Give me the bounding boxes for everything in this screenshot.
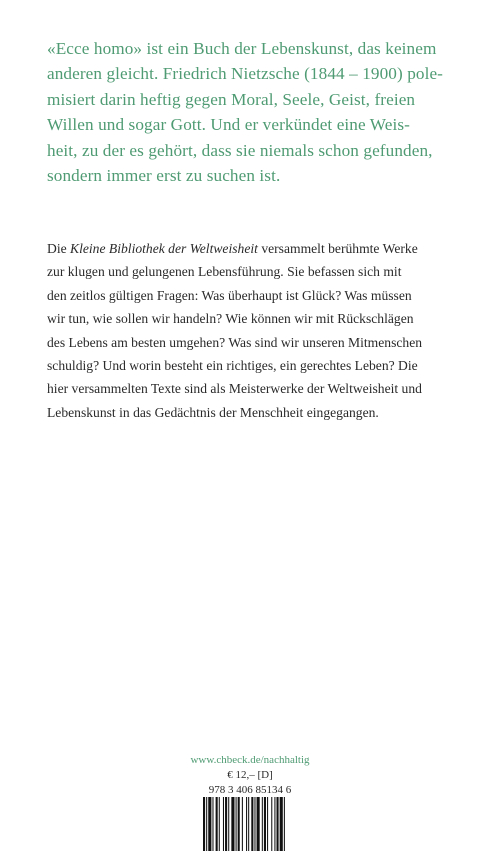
- barcode-bar: [208, 797, 211, 851]
- barcode-bar: [212, 797, 213, 851]
- series-line: Lebenskunst in das Gedächtnis der Menschheit eingegangen.: [47, 404, 379, 420]
- barcode-bar: [203, 797, 205, 851]
- series-line: hier versammelten Texte sind als Meisterwerke der Weltweisheit und: [47, 381, 422, 397]
- blurb-line: «Ecce homo» ist ein Buch der Lebenskunst, das keinem: [47, 39, 437, 58]
- isbn-label: 978 3 406 85134 6: [208, 784, 292, 796]
- series-description: [47, 237, 471, 424]
- barcode-bar: [228, 797, 229, 851]
- barcode-bar: [267, 797, 268, 851]
- blurb-line: heit, zu der es gehört, dass sie niemals schon gefunden,: [47, 140, 433, 160]
- barcode-bar: [271, 797, 272, 851]
- barcode-bar: [254, 797, 255, 851]
- barcode-bar: [257, 797, 260, 851]
- publisher-url-link[interactable]: www.chbeck.de/nachhaltig: [190, 754, 310, 766]
- barcode-bar: [262, 797, 263, 851]
- barcode-bar: [219, 797, 220, 851]
- barcode-bar: [223, 797, 224, 851]
- publisher-footer: [150, 753, 350, 798]
- blurb-line: Willen und sogar Gott. Und er verkündet eine Weis-: [47, 115, 410, 135]
- series-line: des Lebens am besten umgehen? Was sind wir unseren Mitmenschen: [47, 334, 423, 350]
- price-label: € 12,– [D]: [227, 769, 273, 781]
- barcode-bar: [236, 797, 237, 851]
- barcode-bar: [231, 797, 234, 851]
- series-line: schuldig? Und worin besteht ein richtiges, ein gerechtes Leben? Die: [47, 358, 418, 374]
- blurb-line: misiert darin heftig gegen Moral, Seele, Geist, freien: [47, 89, 416, 109]
- series-line: zur klugen und gelungenen Lebensführung. Sie befassen sich mit: [47, 264, 402, 280]
- series-line-first: [47, 237, 471, 260]
- barcode-bar: [206, 797, 207, 851]
- barcode-bar: [246, 797, 247, 851]
- barcode-bar: [251, 797, 253, 851]
- barcode-bar: [274, 797, 275, 851]
- blurb-line: anderen gleicht. Friedrich Nietzsche (1844 – 1900) pole-: [47, 64, 444, 84]
- barcode-bar: [225, 797, 227, 851]
- barcode-bar: [216, 797, 218, 851]
- series-line: den zeitlos gültigen Fragen: Was überhaupt ist Glück? Was müssen: [47, 287, 412, 303]
- back-cover-blurb: [47, 36, 471, 188]
- series-prefix: Die: [47, 241, 71, 256]
- barcode-bar: [242, 797, 243, 851]
- barcode-bar: [248, 797, 249, 851]
- barcode-bar: [277, 797, 279, 851]
- blurb-line: sondern immer erst zu suchen ist.: [47, 166, 281, 186]
- barcode-bar: [280, 797, 283, 851]
- series-suffix: versammelt berühmte Werke: [257, 241, 418, 256]
- barcode-bar: [264, 797, 266, 851]
- barcode-bar: [284, 797, 285, 851]
- series-line: wir tun, wie sollen wir handeln? Wie können wir mit Rückschlägen: [47, 311, 414, 327]
- series-title: Kleine Bibliothek der Weltweisheit: [70, 241, 258, 256]
- barcode-icon: [199, 797, 317, 851]
- barcode-bar: [238, 797, 240, 851]
